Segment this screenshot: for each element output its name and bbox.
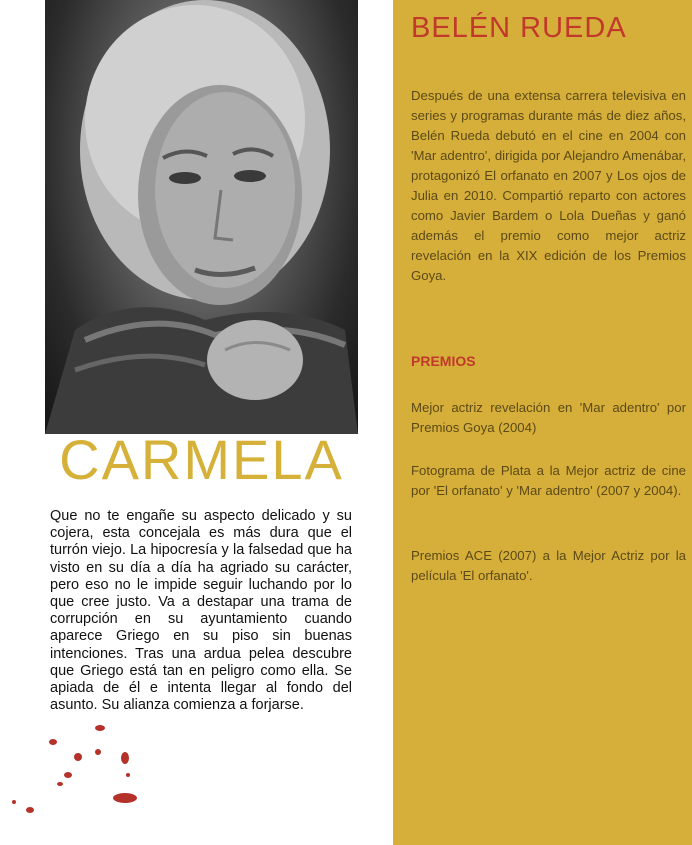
blood-splatter-decoration: [0, 720, 150, 830]
award-item: Fotograma de Plata a la Mejor actriz de cine por 'El orfanato' y 'Mar adentro' (2007 y 2004).: [411, 463, 686, 498]
actor-bio: Después de una extensa carrera televisiva en series y programas durante más de diez años, Belén Rueda debutó en el cine en 2004 con 'Mar adentro', dirigida por Alejandro Amenábar, protagonizó El orfanato en 2007 y Los ojos de Julia en 2010. Compartió reparto con actores como Javier Bardem o Lola Dueñas y ganó además el premio como mejor actriz revelación en la XIX edición de los Premios Goya.: [411, 88, 686, 283]
award-item: Mejor actriz revelación en 'Mar adentro' por Premios Goya (2004): [411, 400, 686, 435]
character-description: Que no te engañe su aspecto delicado y su cojera, esta concejala es más dura que el turrón viejo. La hipocresía y la falsedad que ha visto en su día a día ha agriado su carácter, pero eso no le impide seguir luchando por lo que cree justo. Va a destapar una trama de corrupción en su ayuntamiento cuando aparece Griego en su piso sin buenas intenciones. Tras una ardua pelea descubre que Griego está tan en peligro como ella. Se apiada de él e intenta llegar al fondo del asunto. Su alianza comienza a forjarse.: [50, 508, 352, 714]
awards-heading: PREMIOS: [411, 353, 476, 369]
award-item: Premios ACE (2007) a la Mejor Actriz por la película 'El orfanato'.: [411, 548, 686, 583]
actor-portrait: [45, 0, 358, 434]
actor-name: BELÉN RUEDA: [411, 12, 627, 44]
character-name: CARMELA: [59, 428, 344, 491]
